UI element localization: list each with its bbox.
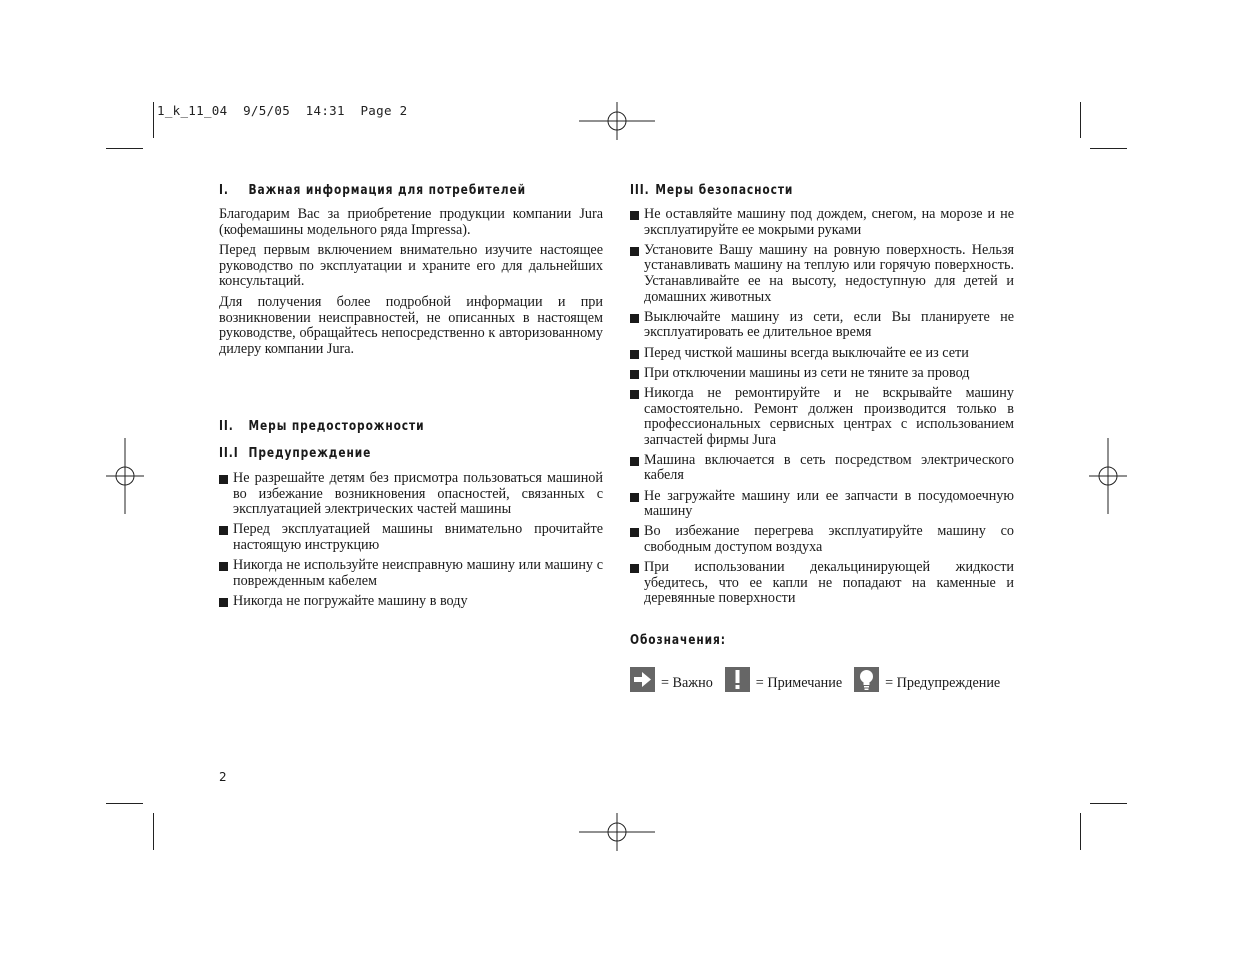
list-item [630, 207, 1014, 238]
section-title: Предупреждение [248, 446, 372, 461]
list-item [630, 310, 1014, 341]
section-number: II.I [219, 446, 239, 461]
bullet-square-icon [630, 457, 639, 466]
list-item-text: Выключайте машину из сети, если Вы планируете не эксплуатировать ее длительное время [644, 308, 1014, 341]
list-item-text: Перед чисткой машины всегда выключайте ее из сети [644, 344, 969, 361]
list-item-text: При отключении машины из сети не тяните за провод [644, 364, 970, 381]
list-item [630, 524, 1014, 555]
list-item [630, 560, 1014, 607]
bullet-square-icon [630, 564, 639, 573]
list-item-text: Не оставляйте машину под дождем, снегом, на морозе и не эксплуатируйте ее мокрыми руками [644, 206, 1014, 238]
list-item [630, 346, 1014, 362]
paragraph: Перед первым включением внимательно изучите настоящее руководство по эксплуатации и храните его для дальнейших консультаций. [219, 242, 603, 290]
list-item [630, 243, 1014, 305]
warning-list [219, 471, 603, 614]
crop-mark [106, 803, 143, 804]
list-item-text: Не загружайте машину или ее запчасти в посудомоечную машину [644, 487, 1014, 520]
crop-mark [153, 813, 154, 850]
paragraph: Для получения более подробной информации и при возникновении неисправностей, не описанных в настоящем руководстве, обращайтесь непосредственно к авторизованному дилеру компании Jura. [219, 293, 603, 357]
section-heading-1 [219, 183, 526, 198]
legend-label: = Важно [661, 675, 713, 691]
registration-mark [1089, 438, 1127, 514]
list-item [630, 386, 1014, 448]
legend-item [725, 667, 842, 692]
section-number: III. [630, 183, 650, 198]
list-item [630, 489, 1014, 520]
section-title: Меры безопасности [655, 183, 794, 198]
list-item [219, 558, 603, 589]
list-item [630, 366, 1014, 382]
legend-item [630, 667, 713, 692]
bullet-square-icon [630, 370, 639, 379]
arrow-right-icon [630, 667, 655, 692]
bullet-square-icon [630, 493, 639, 502]
bullet-square-icon [219, 475, 228, 484]
registration-mark [106, 438, 144, 514]
section-title: Важная информация для потребителей [248, 183, 526, 198]
section-heading-2 [219, 419, 424, 434]
section-number: I. [219, 183, 229, 198]
list-item-text: Никогда не погружайте машину в воду [233, 592, 468, 609]
crop-mark [1080, 102, 1081, 138]
bullet-square-icon [219, 562, 228, 571]
crop-mark [1090, 148, 1127, 149]
list-item [630, 453, 1014, 484]
bullet-square-icon [630, 350, 639, 359]
list-item-text: Машина включается в сеть посредством электрического кабеля [644, 451, 1014, 484]
bullet-square-icon [219, 598, 228, 607]
subsection-heading [219, 446, 371, 461]
bullet-square-icon [630, 314, 639, 323]
crop-mark [153, 102, 154, 138]
registration-mark [579, 102, 655, 140]
section-title: Меры предосторожности [248, 419, 425, 434]
bullet-square-icon [630, 211, 639, 220]
print-slug: 1_k_11_04 9/5/05 14:31 Page 2 [157, 103, 408, 118]
legend-heading: Обозначения: [630, 633, 726, 648]
crop-mark [1080, 813, 1081, 850]
exclamation-icon [725, 667, 750, 692]
section-heading-3 [630, 183, 793, 198]
list-item-text: Не разрешайте детям без присмотра пользоваться машиной во избежание возникновения опасностей, связанных с эксплуатацией электрических частей машины [233, 470, 603, 518]
page-number: 2 [219, 770, 227, 784]
legend-label: = Примечание [755, 675, 843, 691]
list-item-text: Во избежание перегрева эксплуатируйте машину со свободным доступом воздуха [644, 523, 1014, 556]
list-item [219, 471, 603, 518]
paragraph: Благодарим Вас за приобретение продукции компании Jura (кофемашины модельного ряда Impressa). [219, 206, 603, 238]
lightbulb-icon [854, 667, 879, 692]
bullet-square-icon [630, 247, 639, 256]
list-item-text: Никогда не используйте неисправную машину или машину с поврежденным кабелем [233, 557, 603, 589]
section-number: II. [219, 419, 234, 434]
crop-mark [1090, 803, 1127, 804]
list-item [219, 522, 603, 553]
bullet-square-icon [219, 526, 228, 535]
legend-item [854, 667, 1000, 692]
crop-mark [106, 148, 143, 149]
list-item [219, 594, 603, 610]
list-item-text: Перед эксплуатацией машины внимательно прочитайте настоящую инструкцию [233, 521, 603, 553]
list-item-text: При использовании декальцинирующей жидкости убедитесь, что ее капли не попадают на каменные и деревянные поверхности [644, 559, 1014, 607]
bullet-square-icon [630, 528, 639, 537]
legend-label: = Предупреждение [885, 675, 1001, 691]
safety-list [630, 207, 1014, 612]
registration-mark [579, 813, 655, 851]
symbol-legend [630, 667, 1000, 692]
list-item-text: Никогда не ремонтируйте и не вскрывайте машину самостоятельно. Ремонт должен производится только в профессиональных сервисных центрах с использованием запчастей фирмы Jura [644, 384, 1014, 448]
list-item-text: Установите Вашу машину на ровную поверхность. Нельзя устанавливать машину на теплую или горячую поверхность. Устанавливайте ее на высоту, недоступную для детей и домашних животных [644, 241, 1014, 305]
bullet-square-icon [630, 390, 639, 399]
intro-text [219, 207, 603, 362]
